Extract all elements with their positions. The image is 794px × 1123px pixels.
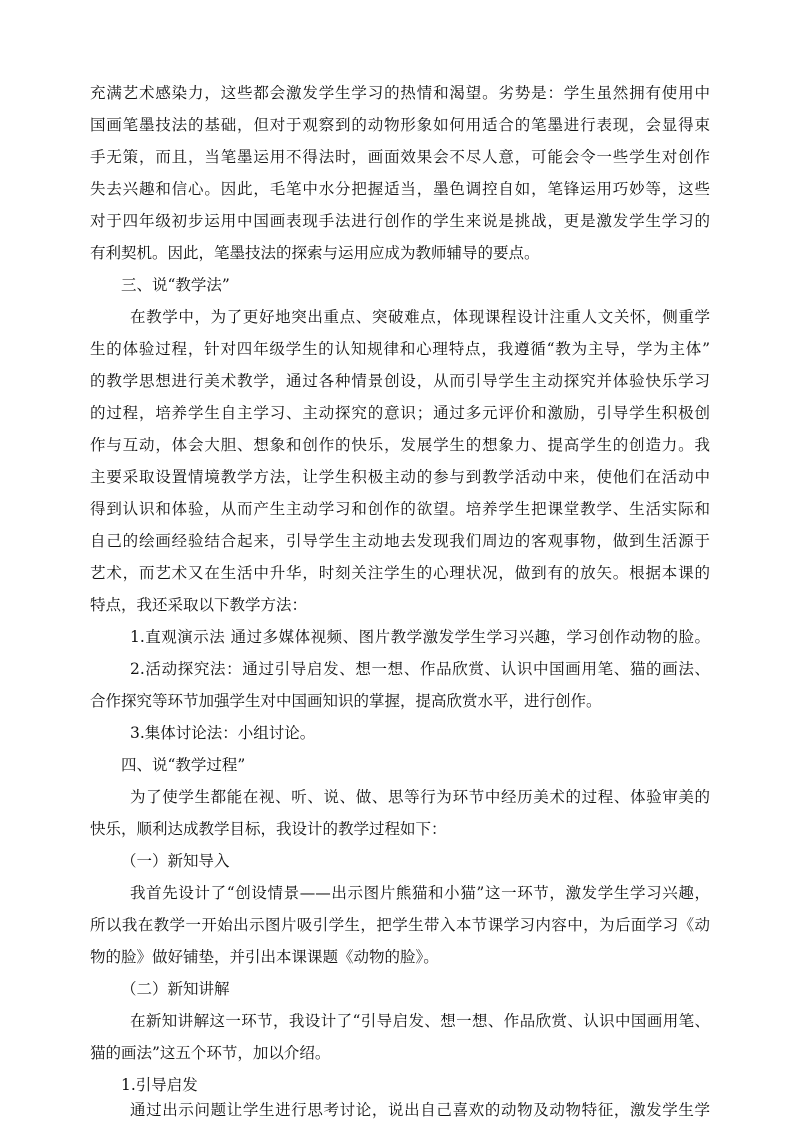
subsection-heading: （一）新知导入 — [121, 852, 230, 870]
text-line: 的教学思想进行美术教学，通过各种情景创设，从而引导学生主动探究并体验快乐学习 — [90, 372, 710, 390]
text-line: 为了使学生都能在视、听、说、做、思等行为环节中经历美术的过程、体验审美的 — [130, 788, 710, 806]
subsection-heading: 1.引导启发 — [121, 1076, 198, 1094]
list-item: 3.集体讨论法：小组讨论。 — [130, 724, 316, 742]
text-line: 快乐，顺利达成教学目标，我设计的教学过程如下： — [90, 820, 447, 838]
text-line: 生的体验过程，针对四年级学生的认知规律和心理特点，我遵循“教为主导，学为主体” — [90, 340, 710, 358]
section-heading: 四、说“教学过程” — [121, 756, 246, 774]
text-line: 特点，我还采取以下教学方法： — [90, 596, 308, 614]
text-line: 的过程，培养学生自主学习、主动探究的意识；通过多元评价和激励，引导学生积极创 — [90, 404, 710, 422]
text-line: 主要采取设置情境教学方法，让学生积极主动的参与到教学活动中来，使他们在活动中 — [90, 468, 710, 486]
text-line: 合作探究等环节加强学生对中国画知识的掌握，提高欣赏水平，进行创作。 — [90, 692, 602, 710]
text-line: 失去兴趣和信心。因此，毛笔中水分把握适当，墨色调控自如，笔锋运用巧妙等，这些 — [90, 180, 710, 198]
text-line: 猫的画法”这五个环节，加以介绍。 — [90, 1044, 331, 1062]
text-line: 通过出示问题让学生进行思考讨论，说出自己喜欢的动物及动物特征，激发学生学 — [130, 1101, 710, 1119]
text-line: 在教学中，为了更好地突出重点、突破难点，体现课程设计注重人文关怀，侧重学 — [130, 308, 710, 326]
text-line: 得到认识和体验，从而产生主动学习和创作的欲望。培养学生把课堂教学、生活实际和 — [90, 500, 710, 518]
text-line: 所以我在教学一开始出示图片吸引学生，把学生带入本节课学习内容中，为后面学习《动 — [90, 916, 710, 934]
list-item: 2.活动探究法：通过引导启发、想一想、作品欣赏、认识中国画用笔、猫的画法、 — [130, 660, 710, 678]
text-line: 物的脸》做好铺垫，并引出本课课题《动物的脸》。 — [90, 948, 439, 966]
text-line: 有利契机。因此，笔墨技法的探索与运用应成为教师辅导的要点。 — [90, 244, 540, 262]
subsection-heading: （二）新知讲解 — [121, 980, 230, 998]
text-line: 作与互动，体会大胆、想象和创作的快乐，发展学生的想象力、提高学生的创造力。我 — [90, 436, 710, 454]
text-line: 充满艺术感染力，这些都会激发学生学习的热情和渴望。劣势是：学生虽然拥有使用中 — [90, 84, 710, 102]
list-item: 1.直观演示法 通过多媒体视频、图片教学激发学生学习兴趣，学习创作动物的脸。 — [130, 628, 710, 646]
text-line: 对于四年级初步运用中国画表现手法进行创作的学生来说是挑战，更是激发学生学习的 — [90, 212, 710, 230]
text-line: 国画笔墨技法的基础，但对于观察到的动物形象如何用适合的笔墨进行表现，会显得束 — [90, 116, 710, 134]
text-line: 在新知讲解这一环节，我设计了“引导启发、想一想、作品欣赏、认识中国画用笔、 — [130, 1012, 710, 1030]
text-line: 艺术，而艺术又在生活中升华，时刻关注学生的心理状况，做到有的放矢。根据本课的 — [90, 564, 710, 582]
section-heading: 三、说“教学法” — [121, 276, 230, 294]
text-line: 我首先设计了“创设情景——出示图片熊猫和小猫”这一环节，激发学生学习兴趣， — [130, 884, 710, 902]
text-line: 自己的绘画经验结合起来，引导学生主动地去发现我们周边的客观事物，做到生活源于 — [90, 532, 710, 550]
text-line: 手无策，而且，当笔墨运用不得法时，画面效果会不尽人意，可能会令一些学生对创作 — [90, 148, 710, 166]
